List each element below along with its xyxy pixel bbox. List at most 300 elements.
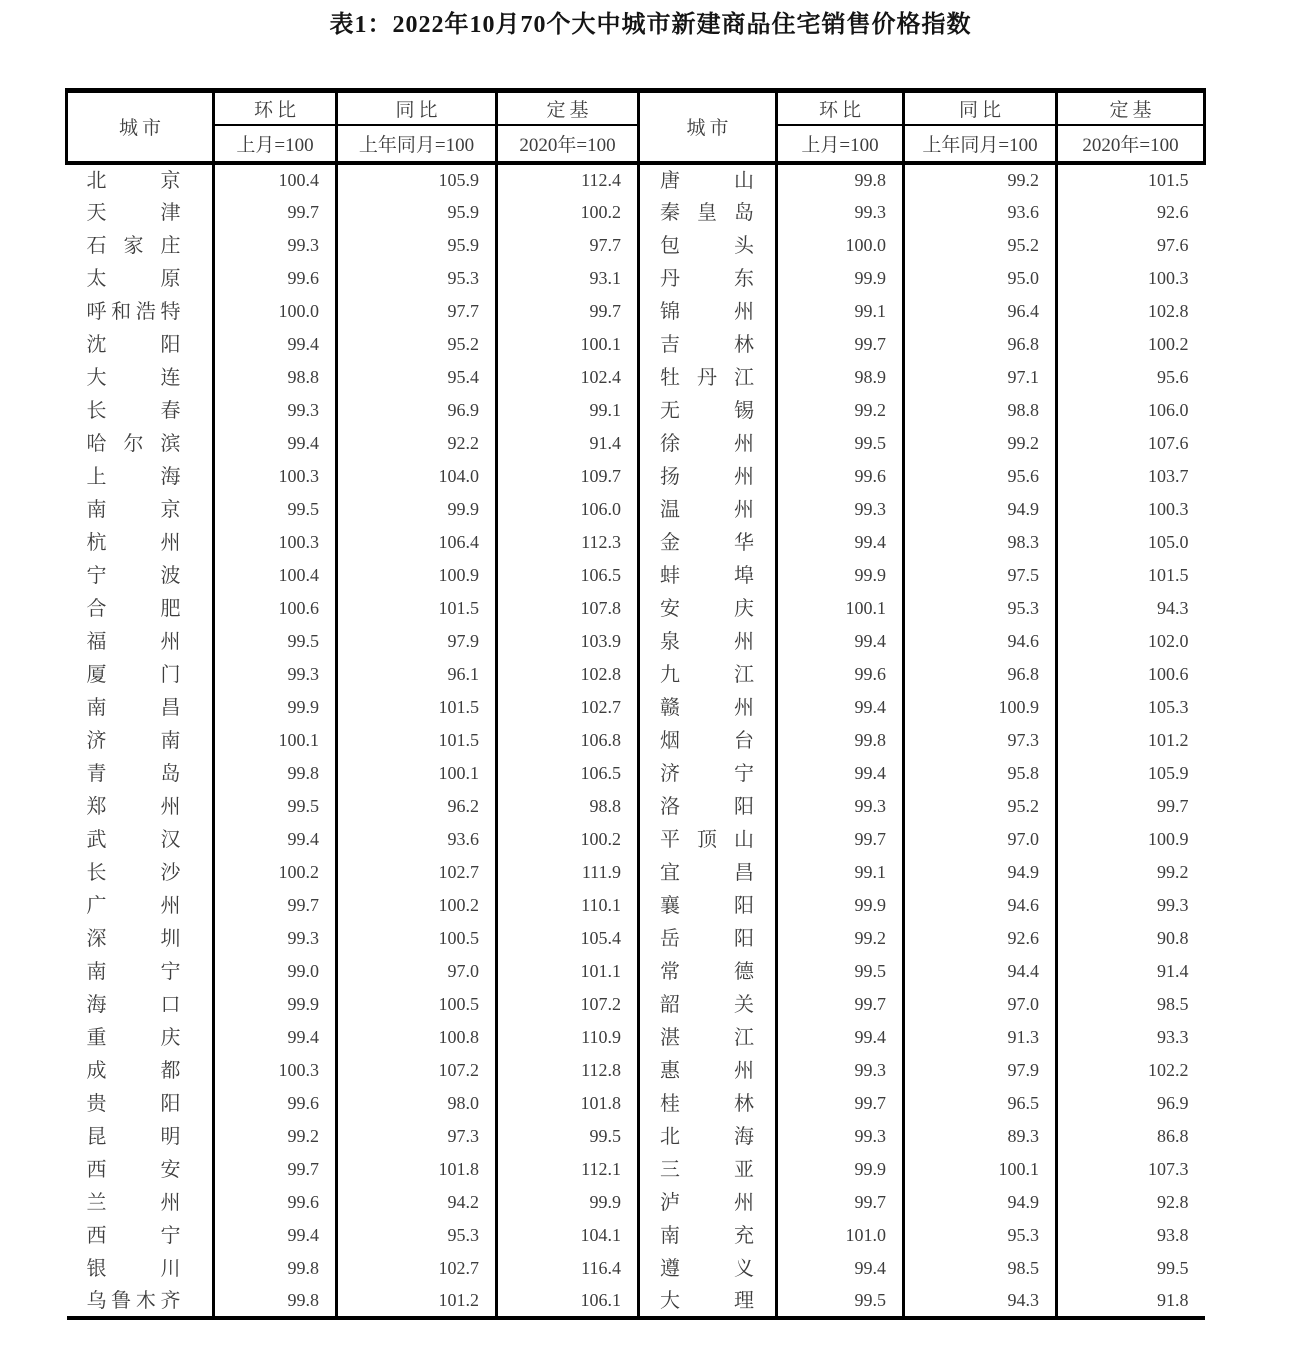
city-name: 青岛 bbox=[86, 762, 181, 785]
city-cell bbox=[67, 790, 214, 823]
mom-cell: 99.7 bbox=[777, 1087, 904, 1120]
fixed-base-cell: 102.8 bbox=[497, 658, 639, 691]
city-cell bbox=[639, 625, 777, 658]
yoy-cell: 105.9 bbox=[337, 163, 497, 196]
city-name: 烟台 bbox=[660, 729, 754, 752]
city-name: 广州 bbox=[86, 894, 181, 917]
fixed-base-cell: 102.7 bbox=[497, 691, 639, 724]
city-name: 重庆 bbox=[86, 1026, 181, 1049]
city-name: 长春 bbox=[86, 399, 181, 422]
yoy-cell: 100.1 bbox=[904, 1153, 1057, 1186]
yoy-cell: 97.5 bbox=[904, 559, 1057, 592]
fixed-base-cell: 106.0 bbox=[1148, 399, 1189, 420]
city-name: 合肥 bbox=[86, 597, 181, 620]
fixed-base-cell: 110.1 bbox=[497, 889, 639, 922]
yoy-cell: 98.5 bbox=[904, 1252, 1057, 1285]
fixed-base-cell: 99.7 bbox=[1157, 795, 1189, 816]
yoy-cell: 96.5 bbox=[904, 1087, 1057, 1120]
mom-cell: 99.4 bbox=[777, 1252, 904, 1285]
city-name: 九江 bbox=[660, 663, 754, 686]
mom-cell: 100.6 bbox=[214, 592, 337, 625]
mom-cell: 99.9 bbox=[214, 988, 337, 1021]
yoy-cell: 96.2 bbox=[337, 790, 497, 823]
city-cell bbox=[67, 1021, 214, 1054]
mom-cell: 99.4 bbox=[777, 757, 904, 790]
city-name: 贵阳 bbox=[86, 1092, 181, 1115]
yoy-cell: 94.6 bbox=[904, 625, 1057, 658]
mom-cell: 99.6 bbox=[777, 658, 904, 691]
fixed-base-cell: 101.2 bbox=[1148, 729, 1189, 750]
mom-cell: 99.7 bbox=[214, 196, 337, 229]
city-name: 济宁 bbox=[660, 762, 754, 785]
yoy-cell: 101.2 bbox=[337, 1285, 497, 1318]
city-cell bbox=[639, 955, 777, 988]
yoy-cell: 95.3 bbox=[337, 262, 497, 295]
yoy-cell: 98.8 bbox=[904, 394, 1057, 427]
city-name: 泸州 bbox=[660, 1191, 754, 1214]
city-name: 常德 bbox=[660, 960, 754, 983]
city-cell bbox=[67, 1054, 214, 1087]
city-name: 岳阳 bbox=[660, 927, 754, 950]
city-cell bbox=[67, 559, 214, 592]
table-row bbox=[67, 691, 1205, 724]
city-name: 深圳 bbox=[86, 927, 181, 950]
city-cell bbox=[67, 1219, 214, 1252]
fixed-base-cell: 105.4 bbox=[497, 922, 639, 955]
table-row bbox=[67, 1120, 1205, 1153]
table-row bbox=[67, 427, 1205, 460]
table-row bbox=[67, 889, 1205, 922]
mom-base-label-left: 上月=100 bbox=[214, 125, 337, 163]
table-row bbox=[67, 163, 1205, 196]
fixed-base-cell: 100.9 bbox=[1148, 828, 1189, 849]
table-row bbox=[67, 856, 1205, 889]
city-name: 三亚 bbox=[660, 1158, 754, 1181]
yoy-cell: 98.0 bbox=[337, 1087, 497, 1120]
header-row-bases bbox=[67, 125, 1205, 163]
yoy-cell: 95.9 bbox=[337, 196, 497, 229]
yoy-cell: 95.4 bbox=[337, 361, 497, 394]
city-cell bbox=[67, 889, 214, 922]
table-row bbox=[67, 1252, 1205, 1285]
mom-cell: 99.4 bbox=[214, 823, 337, 856]
mom-cell: 99.7 bbox=[777, 988, 904, 1021]
fixed-base-column-header-left: 定基 bbox=[497, 91, 639, 125]
mom-cell: 99.3 bbox=[214, 229, 337, 262]
table-row bbox=[67, 625, 1205, 658]
yoy-column-header-right: 同比 bbox=[904, 91, 1057, 125]
mom-cell: 99.5 bbox=[777, 1285, 904, 1318]
mom-cell: 99.1 bbox=[777, 856, 904, 889]
yoy-cell: 95.3 bbox=[337, 1219, 497, 1252]
yoy-cell: 104.0 bbox=[337, 460, 497, 493]
mom-cell: 99.7 bbox=[777, 328, 904, 361]
mom-cell: 99.4 bbox=[214, 1219, 337, 1252]
yoy-cell: 95.3 bbox=[904, 1219, 1057, 1252]
yoy-cell: 96.8 bbox=[904, 658, 1057, 691]
mom-cell: 99.6 bbox=[777, 460, 904, 493]
city-cell bbox=[67, 757, 214, 790]
city-name: 呼和浩特 bbox=[86, 300, 181, 323]
mom-cell: 100.2 bbox=[214, 856, 337, 889]
city-name: 海口 bbox=[86, 993, 181, 1016]
city-cell bbox=[639, 559, 777, 592]
fixed-base-cell: 100.6 bbox=[1148, 663, 1189, 684]
fixed-base-cell: 90.8 bbox=[1157, 927, 1189, 948]
fixed-base-cell: 100.3 bbox=[1148, 498, 1189, 519]
mom-cell: 99.5 bbox=[777, 427, 904, 460]
fixed-base-cell: 98.8 bbox=[497, 790, 639, 823]
city-name: 南宁 bbox=[86, 960, 181, 983]
yoy-cell: 100.8 bbox=[337, 1021, 497, 1054]
city-cell bbox=[639, 460, 777, 493]
yoy-cell: 100.9 bbox=[337, 559, 497, 592]
yoy-cell: 97.0 bbox=[904, 823, 1057, 856]
city-cell bbox=[639, 1252, 777, 1285]
city-cell bbox=[67, 955, 214, 988]
fixed-base-cell: 106.5 bbox=[497, 757, 639, 790]
fixed-base-cell: 93.1 bbox=[497, 262, 639, 295]
city-cell bbox=[67, 988, 214, 1021]
city-cell bbox=[67, 295, 214, 328]
yoy-cell: 98.3 bbox=[904, 526, 1057, 559]
city-name: 无锡 bbox=[660, 399, 754, 422]
mom-cell: 99.6 bbox=[214, 262, 337, 295]
city-name: 成都 bbox=[86, 1059, 181, 1082]
yoy-cell: 96.8 bbox=[904, 328, 1057, 361]
mom-cell: 99.3 bbox=[777, 493, 904, 526]
fixed-base-cell: 107.3 bbox=[1148, 1158, 1189, 1179]
city-name: 金华 bbox=[660, 531, 754, 554]
fixed-base-cell: 107.6 bbox=[1148, 432, 1189, 453]
yoy-cell: 89.3 bbox=[904, 1120, 1057, 1153]
mom-cell: 99.9 bbox=[214, 691, 337, 724]
mom-cell: 99.3 bbox=[777, 1054, 904, 1087]
mom-cell: 99.9 bbox=[777, 559, 904, 592]
mom-column-header-left: 环比 bbox=[214, 91, 337, 125]
city-cell bbox=[639, 790, 777, 823]
table-row bbox=[67, 295, 1205, 328]
mom-cell: 99.2 bbox=[777, 394, 904, 427]
yoy-cell: 94.3 bbox=[904, 1285, 1057, 1318]
city-name: 秦皇岛 bbox=[660, 201, 754, 224]
yoy-cell: 97.9 bbox=[337, 625, 497, 658]
city-cell bbox=[639, 295, 777, 328]
fixed-base-cell: 100.1 bbox=[497, 328, 639, 361]
fixed-base-cell: 110.9 bbox=[497, 1021, 639, 1054]
yoy-column-header-left: 同比 bbox=[337, 91, 497, 125]
city-cell bbox=[67, 1285, 214, 1318]
yoy-cell: 97.0 bbox=[904, 988, 1057, 1021]
yoy-cell: 100.2 bbox=[337, 889, 497, 922]
city-cell bbox=[639, 196, 777, 229]
mom-cell: 99.4 bbox=[214, 1021, 337, 1054]
fixed-base-cell: 101.5 bbox=[1148, 169, 1189, 190]
city-name: 杭州 bbox=[86, 531, 181, 554]
fixed-base-cell: 97.7 bbox=[497, 229, 639, 262]
yoy-cell: 95.6 bbox=[904, 460, 1057, 493]
mom-cell: 101.0 bbox=[777, 1219, 904, 1252]
fixed-base-cell: 112.4 bbox=[497, 163, 639, 196]
fixed-base-cell: 99.2 bbox=[1157, 861, 1189, 882]
fixed-base-cell: 105.0 bbox=[1148, 531, 1189, 552]
mom-cell: 99.3 bbox=[214, 658, 337, 691]
city-name: 济南 bbox=[86, 729, 181, 752]
city-name: 洛阳 bbox=[660, 795, 754, 818]
city-column-header-left: 城市 bbox=[67, 91, 214, 163]
city-name: 锦州 bbox=[660, 300, 754, 323]
table-row bbox=[67, 262, 1205, 295]
city-cell bbox=[67, 427, 214, 460]
mom-cell: 99.9 bbox=[777, 262, 904, 295]
city-name: 太原 bbox=[86, 267, 181, 290]
mom-cell: 99.5 bbox=[214, 625, 337, 658]
yoy-cell: 96.1 bbox=[337, 658, 497, 691]
yoy-cell: 93.6 bbox=[904, 196, 1057, 229]
table-row bbox=[67, 592, 1205, 625]
mom-cell: 99.3 bbox=[777, 196, 904, 229]
table-row bbox=[67, 361, 1205, 394]
city-name: 吉林 bbox=[660, 333, 754, 356]
city-name: 唐山 bbox=[660, 169, 754, 192]
city-cell bbox=[67, 526, 214, 559]
yoy-cell: 96.4 bbox=[904, 295, 1057, 328]
yoy-cell: 106.4 bbox=[337, 526, 497, 559]
fixed-base-cell: 103.7 bbox=[1148, 465, 1189, 486]
yoy-cell: 100.1 bbox=[337, 757, 497, 790]
yoy-cell: 100.9 bbox=[904, 691, 1057, 724]
city-cell bbox=[67, 922, 214, 955]
city-name: 扬州 bbox=[660, 465, 754, 488]
city-cell bbox=[639, 361, 777, 394]
mom-cell: 100.0 bbox=[777, 229, 904, 262]
fixed-base-cell: 92.8 bbox=[1157, 1191, 1189, 1212]
table-row bbox=[67, 757, 1205, 790]
mom-cell: 99.8 bbox=[777, 724, 904, 757]
fixed-base-cell: 112.1 bbox=[497, 1153, 639, 1186]
yoy-cell: 91.3 bbox=[904, 1021, 1057, 1054]
yoy-cell: 94.9 bbox=[904, 1186, 1057, 1219]
yoy-cell: 95.3 bbox=[904, 592, 1057, 625]
mom-cell: 99.7 bbox=[777, 823, 904, 856]
fixed-base-cell: 105.9 bbox=[1148, 762, 1189, 783]
city-cell bbox=[639, 592, 777, 625]
table-row bbox=[67, 724, 1205, 757]
fixed-base-cell: 106.1 bbox=[497, 1285, 639, 1318]
fixed-base-cell: 102.8 bbox=[1148, 300, 1189, 321]
city-name: 石家庄 bbox=[86, 234, 181, 257]
city-name: 南充 bbox=[660, 1224, 754, 1247]
yoy-cell: 102.7 bbox=[337, 1252, 497, 1285]
fixed-base-cell: 95.6 bbox=[1157, 366, 1189, 387]
yoy-cell: 95.0 bbox=[904, 262, 1057, 295]
yoy-cell: 101.5 bbox=[337, 724, 497, 757]
city-name: 哈尔滨 bbox=[86, 432, 181, 455]
city-name: 沈阳 bbox=[86, 333, 181, 356]
fixed-base-cell: 99.1 bbox=[497, 394, 639, 427]
city-name: 西安 bbox=[86, 1158, 181, 1181]
mom-cell: 99.8 bbox=[214, 1252, 337, 1285]
city-name: 泉州 bbox=[660, 630, 754, 653]
city-name: 西宁 bbox=[86, 1224, 181, 1247]
city-cell bbox=[639, 1054, 777, 1087]
table-row bbox=[67, 196, 1205, 229]
city-name: 温州 bbox=[660, 498, 754, 521]
city-cell bbox=[639, 1120, 777, 1153]
city-cell bbox=[67, 196, 214, 229]
fixed-base-cell: 100.2 bbox=[1148, 333, 1189, 354]
fixed-base-cell: 91.8 bbox=[1157, 1289, 1189, 1310]
mom-cell: 99.2 bbox=[777, 922, 904, 955]
fixed-base-cell: 106.0 bbox=[497, 493, 639, 526]
city-cell bbox=[639, 988, 777, 1021]
city-name: 乌鲁木齐 bbox=[86, 1289, 181, 1312]
city-cell bbox=[639, 262, 777, 295]
city-name: 兰州 bbox=[86, 1191, 181, 1214]
table-header bbox=[67, 91, 1205, 163]
mom-base-label-right: 上月=100 bbox=[777, 125, 904, 163]
mom-cell: 99.4 bbox=[777, 691, 904, 724]
mom-cell: 99.4 bbox=[777, 526, 904, 559]
yoy-cell: 94.2 bbox=[337, 1186, 497, 1219]
city-name: 北京 bbox=[86, 169, 181, 192]
mom-cell: 99.0 bbox=[214, 955, 337, 988]
mom-cell: 99.3 bbox=[214, 922, 337, 955]
table-row bbox=[67, 559, 1205, 592]
fixed-base-cell: 100.2 bbox=[497, 196, 639, 229]
city-cell bbox=[67, 1087, 214, 1120]
fixed-base-cell: 101.1 bbox=[497, 955, 639, 988]
yoy-cell: 94.9 bbox=[904, 856, 1057, 889]
price-index-table bbox=[65, 88, 1206, 1320]
city-cell bbox=[67, 229, 214, 262]
table-body bbox=[67, 163, 1205, 1318]
yoy-cell: 100.5 bbox=[337, 922, 497, 955]
table-row bbox=[67, 1186, 1205, 1219]
city-name: 赣州 bbox=[660, 696, 754, 719]
fixed-base-cell: 112.3 bbox=[497, 526, 639, 559]
table-row bbox=[67, 526, 1205, 559]
city-cell bbox=[67, 1186, 214, 1219]
yoy-cell: 97.9 bbox=[904, 1054, 1057, 1087]
mom-cell: 99.5 bbox=[777, 955, 904, 988]
city-name: 郑州 bbox=[86, 795, 181, 818]
table-row bbox=[67, 1054, 1205, 1087]
city-name: 武汉 bbox=[86, 828, 181, 851]
fixed-base-cell: 103.9 bbox=[497, 625, 639, 658]
fixed-base-cell: 102.2 bbox=[1148, 1059, 1189, 1080]
fixed-base-cell: 99.7 bbox=[497, 295, 639, 328]
city-cell bbox=[67, 328, 214, 361]
mom-column-header-right: 环比 bbox=[777, 91, 904, 125]
city-name: 宁波 bbox=[86, 564, 181, 587]
mom-cell: 99.4 bbox=[777, 625, 904, 658]
city-name: 蚌埠 bbox=[660, 564, 754, 587]
fixed-base-cell: 104.1 bbox=[497, 1219, 639, 1252]
fixed-base-cell: 101.5 bbox=[1148, 564, 1189, 585]
city-name: 大理 bbox=[660, 1289, 754, 1312]
fixed-base-cell: 98.5 bbox=[1157, 993, 1189, 1014]
yoy-base-label-left: 上年同月=100 bbox=[337, 125, 497, 163]
city-cell bbox=[639, 724, 777, 757]
fixed-base-cell: 100.3 bbox=[1148, 267, 1189, 288]
fixed-base-cell: 86.8 bbox=[1157, 1125, 1189, 1146]
yoy-cell: 102.7 bbox=[337, 856, 497, 889]
city-name: 桂林 bbox=[660, 1092, 754, 1115]
fixed-base-cell: 116.4 bbox=[497, 1252, 639, 1285]
mom-cell: 99.6 bbox=[214, 1186, 337, 1219]
city-cell bbox=[639, 493, 777, 526]
table-row bbox=[67, 1021, 1205, 1054]
city-cell bbox=[639, 889, 777, 922]
fixed-base-cell: 99.9 bbox=[497, 1186, 639, 1219]
mom-cell: 99.7 bbox=[214, 889, 337, 922]
city-name: 宜昌 bbox=[660, 861, 754, 884]
city-cell bbox=[639, 1021, 777, 1054]
yoy-cell: 97.3 bbox=[337, 1120, 497, 1153]
city-name: 丹东 bbox=[660, 267, 754, 290]
city-cell bbox=[639, 1285, 777, 1318]
mom-cell: 100.4 bbox=[214, 559, 337, 592]
yoy-cell: 97.3 bbox=[904, 724, 1057, 757]
city-name: 韶关 bbox=[660, 993, 754, 1016]
city-name: 襄阳 bbox=[660, 894, 754, 917]
mom-cell: 99.8 bbox=[214, 1285, 337, 1318]
city-column-header-right: 城市 bbox=[639, 91, 777, 163]
city-name: 牡丹江 bbox=[660, 366, 754, 389]
fixed-base-cell: 91.4 bbox=[497, 427, 639, 460]
table-row bbox=[67, 1285, 1205, 1318]
fixed-base-cell: 105.3 bbox=[1148, 696, 1189, 717]
mom-cell: 99.5 bbox=[214, 493, 337, 526]
table-row bbox=[67, 460, 1205, 493]
city-name: 天津 bbox=[86, 201, 181, 224]
yoy-cell: 95.9 bbox=[337, 229, 497, 262]
yoy-cell: 101.5 bbox=[337, 592, 497, 625]
fixed-base-cell: 99.5 bbox=[497, 1120, 639, 1153]
city-cell bbox=[639, 328, 777, 361]
table-row bbox=[67, 823, 1205, 856]
mom-cell: 99.6 bbox=[214, 1087, 337, 1120]
city-cell bbox=[639, 823, 777, 856]
city-name: 徐州 bbox=[660, 432, 754, 455]
yoy-cell: 93.6 bbox=[337, 823, 497, 856]
yoy-cell: 101.5 bbox=[337, 691, 497, 724]
fixed-base-cell: 99.3 bbox=[1157, 894, 1189, 915]
city-name: 厦门 bbox=[86, 663, 181, 686]
city-cell bbox=[67, 724, 214, 757]
mom-cell: 99.8 bbox=[777, 163, 904, 196]
yoy-cell: 97.1 bbox=[904, 361, 1057, 394]
fixed-base-label-left: 2020年=100 bbox=[497, 125, 639, 163]
mom-cell: 99.3 bbox=[777, 790, 904, 823]
fixed-base-cell: 96.9 bbox=[1157, 1092, 1189, 1113]
mom-cell: 99.4 bbox=[214, 328, 337, 361]
mom-cell: 100.1 bbox=[214, 724, 337, 757]
city-cell bbox=[67, 163, 214, 196]
yoy-cell: 99.2 bbox=[904, 163, 1057, 196]
table-row bbox=[67, 955, 1205, 988]
fixed-base-cell: 102.4 bbox=[497, 361, 639, 394]
city-cell bbox=[67, 262, 214, 295]
city-cell bbox=[67, 361, 214, 394]
table-row bbox=[67, 790, 1205, 823]
mom-cell: 99.8 bbox=[214, 757, 337, 790]
yoy-cell: 95.2 bbox=[337, 328, 497, 361]
city-cell bbox=[67, 856, 214, 889]
yoy-cell: 107.2 bbox=[337, 1054, 497, 1087]
fixed-base-cell: 101.8 bbox=[497, 1087, 639, 1120]
